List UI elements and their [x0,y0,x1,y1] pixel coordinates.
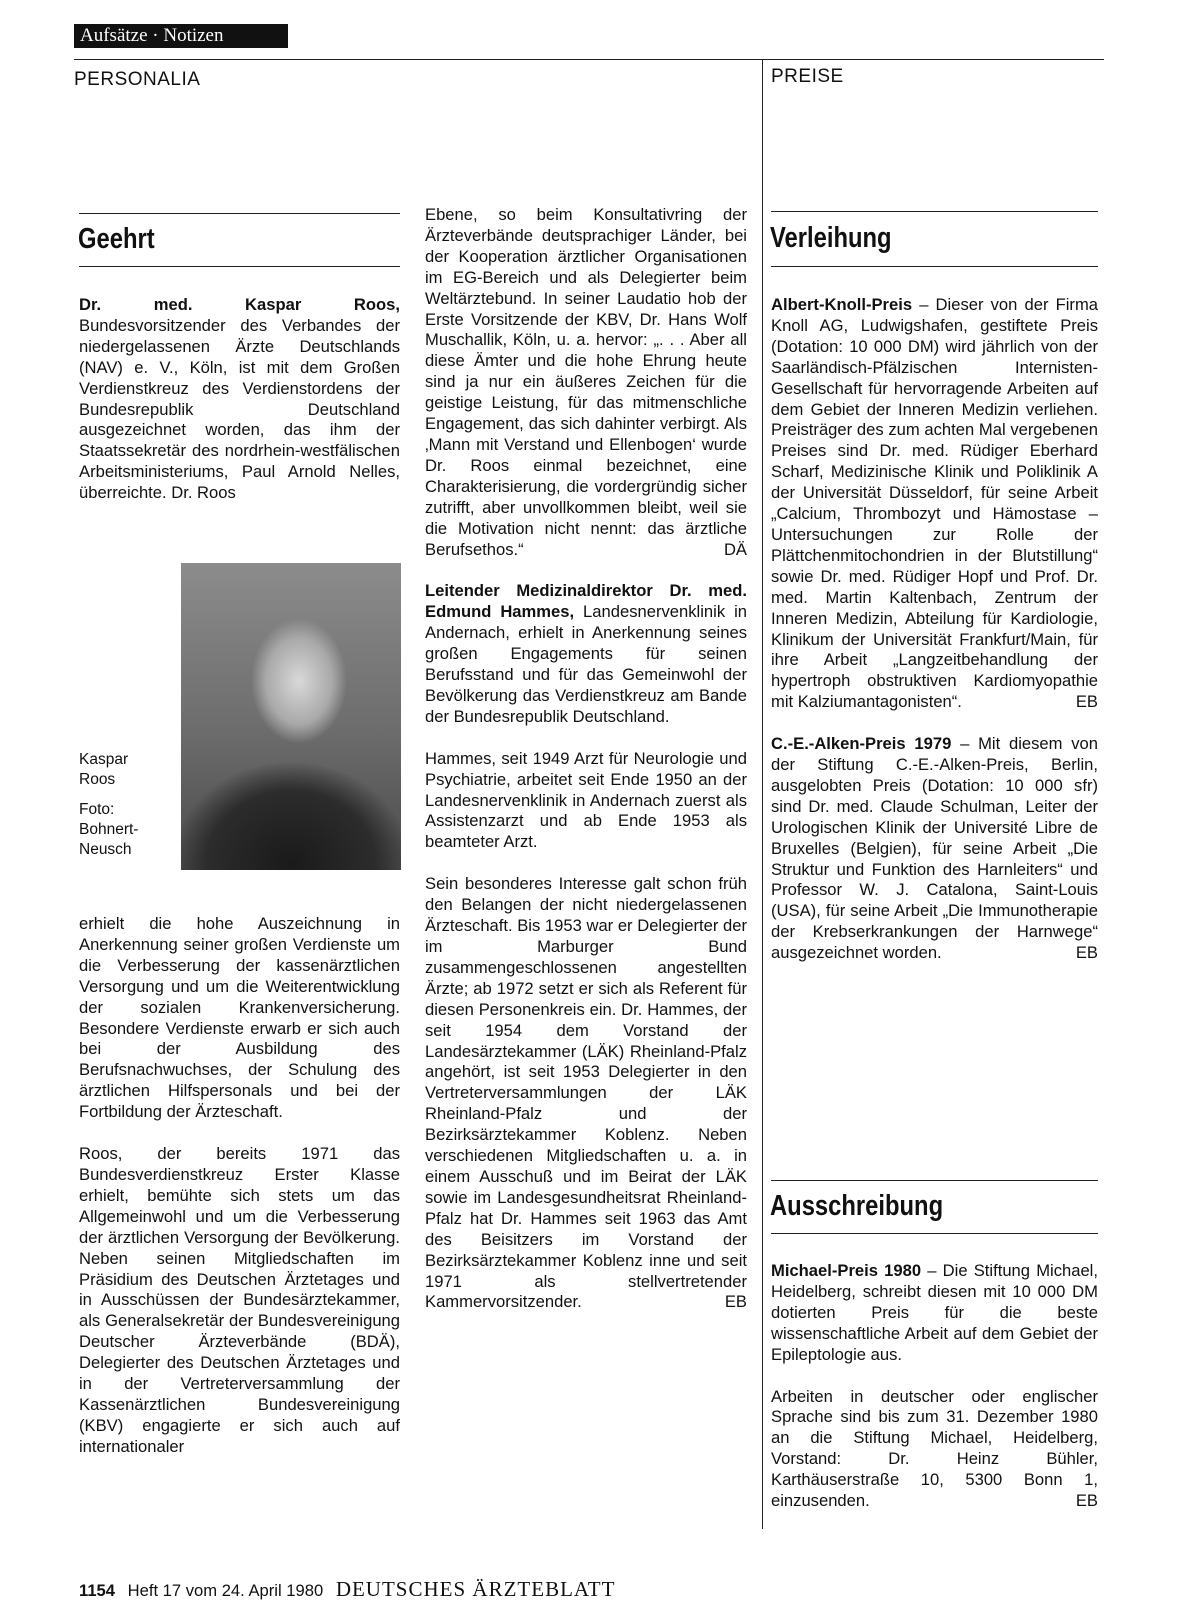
heading-rule-bottom-verleihung [771,266,1098,267]
section-label-personalia: PERSONALIA [74,69,201,90]
signature-dae: DÄ [723,539,747,559]
caption-name-1: Kaspar [79,751,129,768]
award-alken: C.-E.-Alken-Preis 1979 [771,734,952,754]
article-roos-intro [79,295,400,504]
award-michael: Michael-Preis 1980 [771,1261,922,1280]
article-column-2 [425,205,747,1313]
text-michael: – Die Stiftung Michael, Heidelberg, schreibt diesen mit 10 000 DM dotierten Preis für die beste wissenschaftliche Arbeit auf dem Gebiet der Epileptologie aus. [771,1261,1098,1364]
paragraph-roos-2: erhielt die hohe Auszeichnung in Anerkennung seiner großen Verdienste um die Verbesserung der kassenärztlichen Versorgung und um die Weiterentwicklung der sozialen Krankenversicherung. Besondere Verdienste erwarb er sich auch bei der Ausbildung des Berufsnachwuchses, der Schulung des ärztlichen Hilfspersonals und bei der Fortbildung der Ärzteschaft. [79,914,400,1122]
page-number: 1154 [79,1581,115,1600]
text-michael-submission: Arbeiten in deutscher oder englischer Sprache sind bis zum 31. Dezember 1980 an die Stiftung Michael, Heidelberg, Vorstand: Dr. Heinz Bühler, Karthäuserstraße 10, 5300 Bonn 1, einzusenden. [771,1386,1098,1511]
article-preise [771,295,1098,964]
award-knoll: Albert-Knoll-Preis [771,295,913,314]
paragraph-laudatio: Ebene, so beim Konsultativring der Ärzteverbände deutsprachiger Länder, bei der Kooperation ärztlicher Organisationen im EG-Bereich und als Delegierter beim Weltärztebund. In seiner Laudatio hob der Erste Vorsitzende der KBV, Dr. Hans Wolf Muschallik, Köln, u. a. hervor: „. . . Aber all diese Ämter und die hohe Ehrung heute sind ja nur ein äußeres Zeichen für die geistige Leistung, für das mitmenschliche Engagement, das sich dahinter verbirgt. Als ‚Mann mit Verstand und Ellenbogen‘ wurde Dr. Roos einmal bezeichnet, eine Charakterisierung, die vordergründig sicher zutrifft, aber unvollkommen bleibt, weil sie die Motivation nicht nennt: das ärztliche Berufsethos.“ [425,205,747,559]
article-roos-continued [79,914,400,1458]
heading-rule-top-ausschreibung [771,1180,1098,1181]
header-rule [74,59,1104,60]
heading-rule-bottom-ausschreibung [771,1233,1098,1234]
caption-credit-2: Bohnert- [79,821,139,838]
name-roos: Dr. med. Kaspar Roos, [79,295,400,314]
article-ausschreibung [771,1261,1098,1512]
heading-geehrt: Geehrt [78,223,155,255]
column-divider [762,59,763,1529]
section-tag: Aufsätze · Notizen [74,24,288,48]
signature-eb-2: EB [1075,692,1098,712]
text-alken: – Mit diesem von der Stiftung C.-E.-Alken-Preis, Berlin, ausgelobten Preis (Dotation: 10 000 sfr) sind Dr. med. Claude Schulman, Leiter der Urologischen Klinik der Université Libre de Bruxelles (Belgien), für seine Arbeit „Die Struktur und Funktion des Harnleiters“ und Professor W. J. Catalona, Saint-Louis (USA), für seine Arbeit „Die Immunotherapie der Krebserkrankungen der Harnwege“ ausgezeichnet worden. [771,734,1099,963]
caption-credit-3: Neusch [79,841,132,858]
portrait-photo [181,563,401,870]
heading-ausschreibung: Ausschreibung [770,1190,944,1222]
name-hammes: Leitender Medizinaldirektor Dr. med. Edmund Hammes, [425,581,747,622]
signature-eb-1: EB [724,1292,747,1312]
page-footer [79,1577,615,1602]
heading-rule-top [79,213,400,214]
paragraph-hammes-3: Sein besonderes Interesse galt schon früh den Belangen der nicht niedergelassenen Ärzteschaft. Bis 1953 war er Delegierter der im Marburger Bund zusammengeschlossenen angestellten Ärzte; ab 1972 setzt er sich als Referent für diesen Personenkreis ein. Dr. Hammes, der seit 1954 dem Vorstand der Landesärztekammer (LÄK) Rheinland-Pfalz angehört, ist seit 1953 Delegierter in den Vertreterversammlungen der LÄK Rheinland-Pfalz und der Bezirksärztekammer Koblenz. Neben verschiedenen Mitgliedschaften u. a. in einem Ausschuß und im Beirat der LÄK sowie im Landesgesundheitsrat Rheinland-Pfalz hat Dr. Hammes seit 1963 das Amt des Beisitzers im Vorstand der Bezirksärztekammer Koblenz inne und seit 1971 als stellvertretender Kammervorsitzender. [425,874,747,1312]
signature-eb-3: EB [1075,943,1098,963]
masthead: DEUTSCHES ÄRZTEBLATT [335,1577,616,1601]
caption-credit-1: Foto: [79,801,115,818]
text-hammes-intro: Landesnervenklinik in Andernach, erhielt in Anerkennung seines großen Engagements für seinen Berufsstand und für das Gemeinwohl der Bevölkerung das Verdienstkreuz am Bande der Bundesrepublik Deutschland. [425,602,747,726]
text-roos-intro: Bundesvorsitzender des Verbandes der niedergelassenen Ärzte Deutschlands (NAV) e. V., Köln, ist mit dem Großen Verdienstkreuz des Verdienstordens der Bundesrepublik Deutschland ausgezeichnet worden, das ihm der Staatssekretär des nordrhein-westfälischen Arbeitsministeriums, Paul Arnold Nelles, überreichte. Dr. Roos [79,315,400,503]
paragraph-hammes-2: Hammes, seit 1949 Arzt für Neurologie und Psychiatrie, arbeitet seit Ende 1950 an der Landesnervenklinik in Andernach zuerst als Assistenzarzt und ab Ende 1953 als beamteter Arzt. [425,748,747,852]
heading-rule-bottom [79,266,400,267]
paragraph-roos-3: Roos, der bereits 1971 das Bundesverdienstkreuz Erster Klasse erhielt, bemühte sich stets um das Allgemeinwohl und um die Verbesserung der ärztlichen Versorgung der Bevölkerung. Neben seinen Mitgliedschaften im Präsidium des Deutschen Ärztetages und in Ausschüssen der Bundesärztekammer, als Generalsekretär der Bundesvereinigung Deutscher Ärzteverbände (BDÄ), Delegierter des Deutschen Ärztetages und in der Vertreterversammlung der Kassenärztlichen Bundesvereinigung (KBV) engagierte er sich auch auf internationaler [79,1144,400,1456]
heading-verleihung: Verleihung [770,222,892,254]
issue-info: Heft 17 vom 24. April 1980 [127,1581,324,1600]
heading-rule-top-verleihung [771,211,1098,212]
signature-eb-4: EB [1075,1491,1098,1511]
photo-caption [79,750,138,860]
caption-name-2: Roos [79,771,116,788]
text-knoll: – Dieser von der Firma Knoll AG, Ludwigshafen, gestiftete Preis (Dotation: 10 000 DM) wird jährlich von der Saarländisch-Pfälzischen Internisten-Gesellschaft für hervorragende Arbeiten auf dem Gebiet der Inneren Medizin verliehen. Preisträger des zum achten Mal vergebenen Preises sind Dr. med. Rüdiger Eberhard Scharf, Medizinische Klinik und Poliklinik A der Universität Düsseldorf, für seine Arbeit „Calcium, Thrombozyt und Hämostase – Untersuchungen zur Rolle der Plättchenmitochondrien in der Blutstillung“ sowie Dr. med. Rüdiger Hopf und Prof. Dr. med. Martin Kaltenbach, Zentrum der Inneren Medizin, Abteilung für Kardiologie, Klinikum der Universität Frankfurt/Main, für ihre Arbeit „Langzeitbehandlung der hypertroph obstruktiven Kardiomyopathie mit Kalziumantagonisten“. [771,295,1098,712]
section-label-preise: PREISE [771,66,844,87]
